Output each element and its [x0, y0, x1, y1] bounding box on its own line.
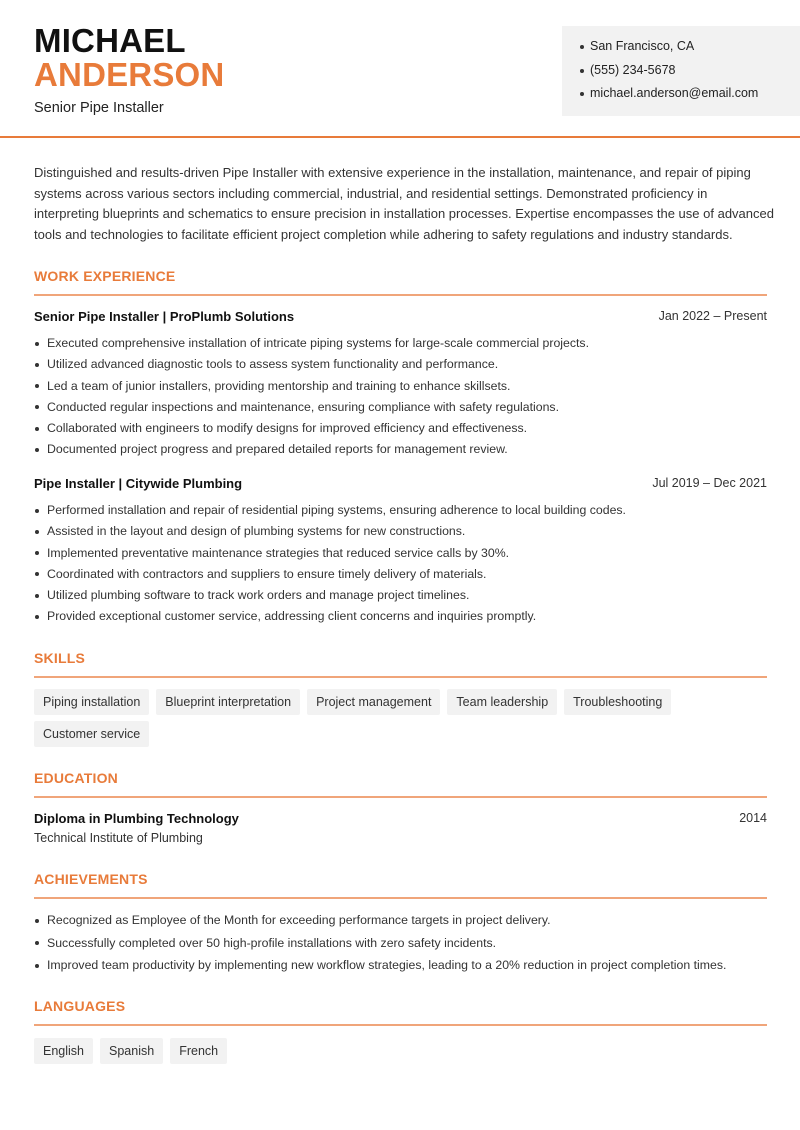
bullet-text: Provided exceptional customer service, addressing client concerns and inquiries promptly.	[47, 609, 537, 624]
first-name: MICHAEL	[34, 22, 186, 59]
list-item	[34, 608, 774, 629]
education-degree: Diploma in Plumbing Technology	[34, 811, 239, 826]
languages-heading: LANGUAGES	[34, 998, 126, 1014]
bullet-icon	[35, 405, 39, 409]
last-name: ANDERSON	[34, 56, 225, 93]
job-header	[34, 309, 767, 327]
list-item	[34, 935, 774, 958]
skills-heading: SKILLS	[34, 650, 85, 666]
contact-phone	[580, 62, 758, 86]
bullet-icon	[580, 45, 584, 49]
work-experience-heading: WORK EXPERIENCE	[34, 268, 176, 284]
contact-email[interactable]	[580, 85, 758, 109]
bullet-text: Collaborated with engineers to modify designs for improved efficiency and effectiveness.	[47, 421, 528, 436]
contact-location	[580, 38, 758, 62]
list-item	[34, 399, 774, 420]
language-tag: French	[170, 1038, 227, 1064]
skill-tag: Customer service	[34, 721, 149, 747]
section-divider	[34, 897, 767, 899]
job-header	[34, 476, 767, 494]
job-title: Senior Pipe Installer	[34, 100, 164, 116]
skill-tag: Piping installation	[34, 689, 149, 715]
bullet-icon	[35, 509, 39, 513]
job-dates: Jan 2022 – Present	[658, 309, 767, 323]
skill-tag: Team leadership	[447, 689, 557, 715]
bullet-text: Utilized plumbing software to track work orders and manage project timelines.	[47, 588, 470, 603]
list-item	[34, 335, 774, 356]
list-item	[34, 441, 774, 462]
job-bullets	[34, 502, 774, 630]
list-item	[34, 502, 774, 523]
bullet-icon	[35, 448, 39, 452]
job-dates: Jul 2019 – Dec 2021	[652, 476, 767, 490]
bullet-text: Led a team of junior installers, providing mentorship and training to enhance skillsets.	[47, 378, 511, 393]
job-bullets	[34, 335, 774, 463]
education-heading: EDUCATION	[34, 770, 118, 786]
bullet-icon	[35, 615, 39, 619]
section-divider	[34, 796, 767, 798]
bullet-icon	[35, 919, 39, 923]
bullet-text: Conducted regular inspections and maintenance, ensuring compliance with safety regulations.	[47, 399, 559, 414]
list-item	[34, 545, 774, 566]
resume-header	[0, 0, 800, 138]
job-role: Senior Pipe Installer | ProPlumb Solutions	[34, 309, 295, 324]
skill-tag: Blueprint interpretation	[156, 689, 300, 715]
bullet-text: Recognized as Employee of the Month for exceeding performance targets in project delivery.	[47, 913, 551, 927]
skill-tag: Troubleshooting	[564, 689, 671, 715]
contact-list	[580, 38, 758, 109]
contact-email-text[interactable]: michael.anderson@email.com	[590, 86, 759, 100]
list-item	[34, 356, 774, 377]
list-item	[34, 378, 774, 399]
education-school: Technical Institute of Plumbing	[34, 831, 203, 845]
bullet-text: Utilized advanced diagnostic tools to assess system functionality and performance.	[47, 357, 499, 372]
achievements-list	[34, 912, 774, 980]
languages-tags	[34, 1038, 774, 1070]
bullet-icon	[35, 941, 39, 945]
professional-summary: Distinguished and results-driven Pipe Installer with extensive experience in the installation, maintenance, and repair of piping systems across various sectors including commercial, industrial, and residential settings. Demonstrated proficiency in interpreting blueprints and schematics to ensure precision in installation processes. Expertise encompasses the use of advanced tools and technologies to facilitate efficient project completion while adhering to safety regulations and industry standards.	[34, 165, 774, 243]
bullet-icon	[35, 384, 39, 388]
bullet-icon	[35, 427, 39, 431]
bullet-icon	[35, 551, 39, 555]
list-item	[34, 912, 774, 935]
list-item	[34, 420, 774, 441]
list-item	[34, 957, 774, 980]
job-role: Pipe Installer | Citywide Plumbing	[34, 476, 243, 491]
bullet-icon	[35, 363, 39, 367]
bullet-icon	[35, 594, 39, 598]
section-divider	[34, 1024, 767, 1026]
language-tag: Spanish	[100, 1038, 163, 1064]
bullet-text: Improved team productivity by implementing new workflow strategies, leading to a 20% reduction in project completion times.	[47, 958, 727, 973]
skills-tags	[34, 689, 774, 753]
bullet-icon	[35, 964, 39, 968]
bullet-text: Executed comprehensive installation of intricate piping systems for large-scale commercial projects.	[47, 336, 589, 350]
achievements-heading: ACHIEVEMENTS	[34, 871, 148, 887]
list-item	[34, 566, 774, 587]
contact-location-text: San Francisco, CA	[590, 39, 695, 53]
language-tag: English	[34, 1038, 93, 1064]
bullet-icon	[35, 342, 39, 346]
bullet-text: Implemented preventative maintenance strategies that reduced service calls by 30%.	[47, 545, 510, 560]
bullet-text: Successfully completed over 50 high-profile installations with zero safety incidents.	[47, 935, 497, 950]
bullet-icon	[580, 69, 584, 73]
skill-tag: Project management	[307, 689, 440, 715]
bullet-icon	[35, 572, 39, 576]
contact-phone-text: (555) 234-5678	[590, 62, 676, 77]
bullet-text: Documented project progress and prepared detailed reports for management review.	[47, 442, 508, 457]
list-item	[34, 523, 774, 544]
bullet-text: Coordinated with contractors and suppliers to ensure timely delivery of materials.	[47, 566, 487, 581]
bullet-icon	[35, 530, 39, 534]
contact-box	[562, 26, 800, 116]
section-divider	[34, 676, 767, 678]
list-item	[34, 587, 774, 608]
education-header	[34, 811, 767, 829]
education-year: 2014	[739, 811, 767, 825]
bullet-icon	[580, 92, 584, 96]
bullet-text: Assisted in the layout and design of plumbing systems for new constructions.	[47, 524, 466, 539]
section-divider	[34, 294, 767, 296]
bullet-text: Performed installation and repair of residential piping systems, ensuring adherence to local building codes.	[47, 503, 626, 517]
